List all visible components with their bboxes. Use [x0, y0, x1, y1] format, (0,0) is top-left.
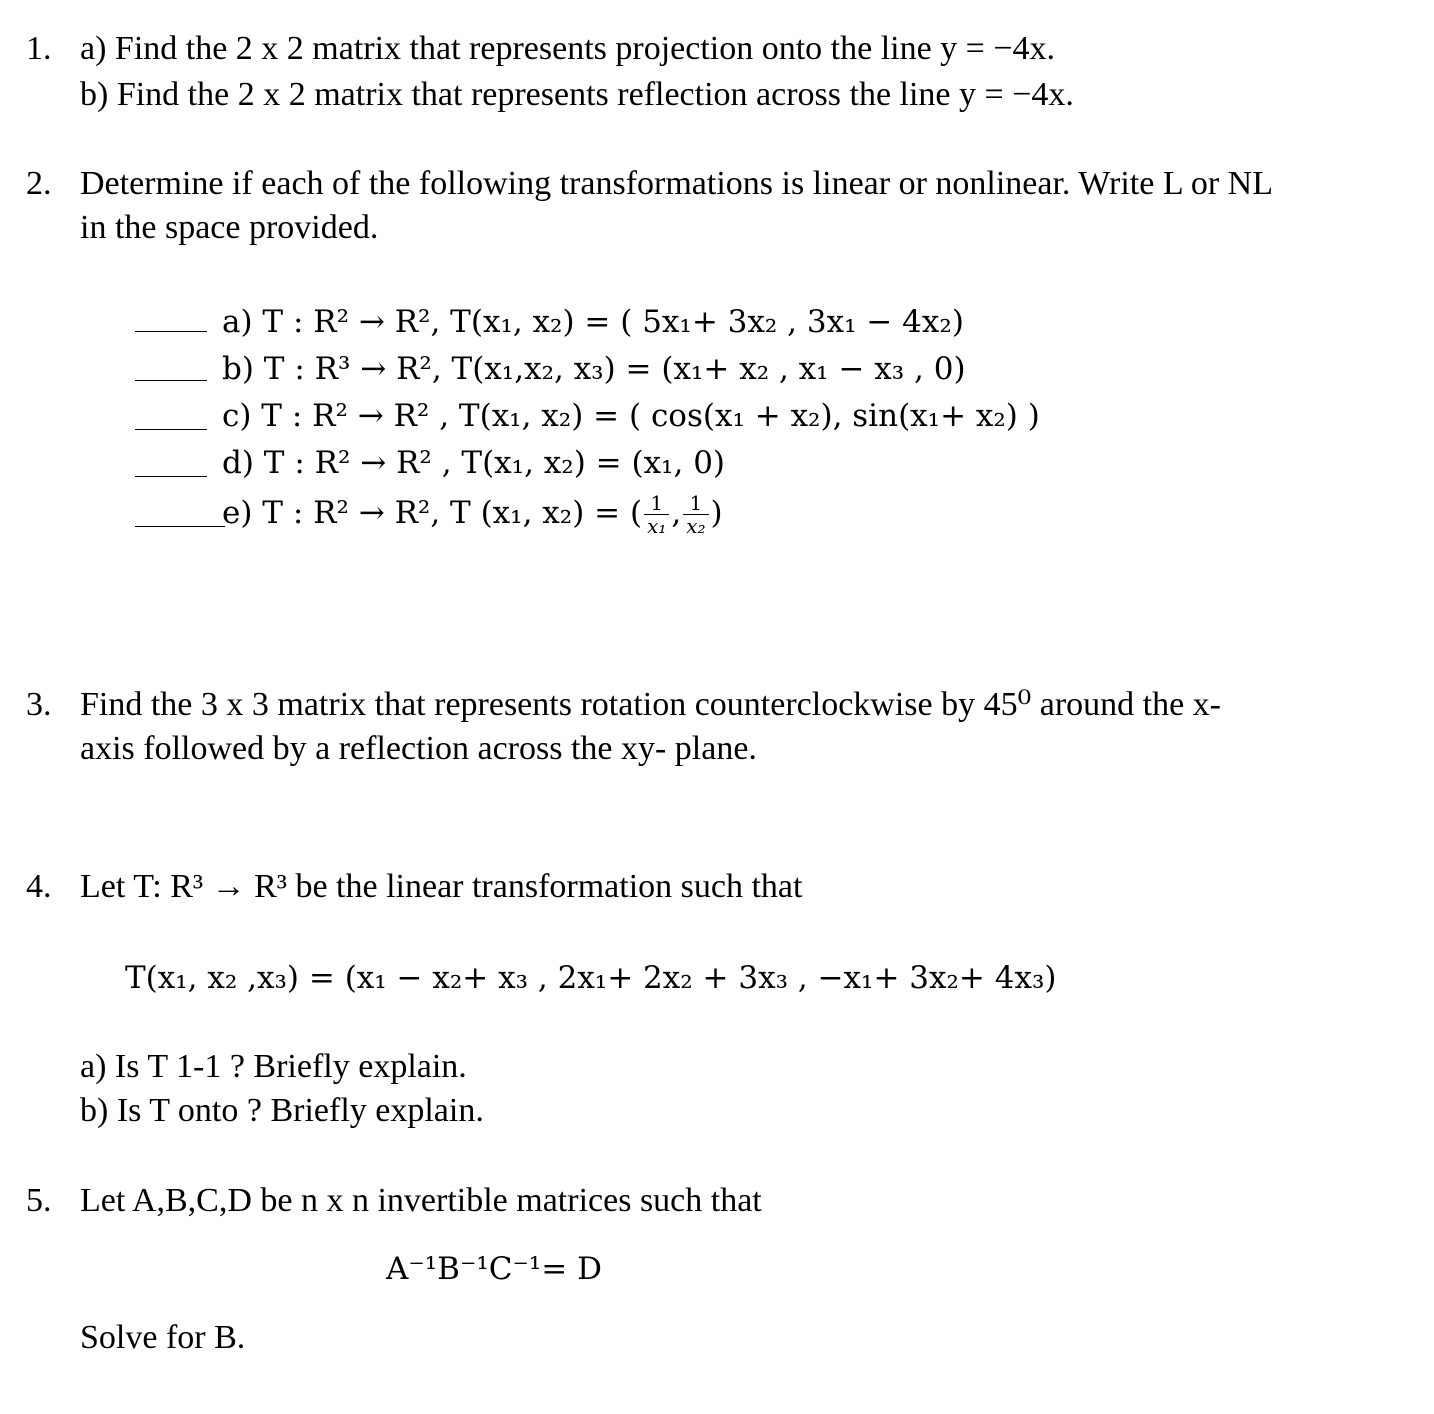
problem-1a-text: a) Find the 2 x 2 matrix that represents projection onto the line y = −4x. — [80, 30, 1056, 67]
problem-2-line-1: Determine if each of the following transformations is linear or nonlinear. Write L or NL — [80, 165, 1273, 202]
problem-4-line-1: Let T: R³ → R³ be the linear transformation such that — [80, 868, 803, 905]
problem-4-formula: T(x₁, x₂ ,x₃) = (x₁ − x₂+ x₃ , 2x₁+ 2x₂ + 3x₃ , −x₁+ 3x₂+ 4x₃) — [125, 960, 1057, 996]
problem-5-number: 5. — [26, 1182, 52, 1219]
problem-4-number: 4. — [26, 868, 52, 905]
fraction-1-denominator: x₁ — [647, 514, 667, 538]
transformation-e: e) T : R² → R², T (x₁, x₂) = ( $\frac{1}{\text{x₁}}$ , $\frac{1}{\text{x₂}}$ ) — [222, 491, 723, 538]
transformation-d: d) T : R² → R² , T(x₁, x₂) = (x₁, 0) — [222, 445, 726, 481]
fraction-2-denominator: x₂ — [686, 514, 706, 538]
transformation-c: c) T : R² → R² , T(x₁, x₂) = ( cos(x₁ + x₂), sin(x₁+ x₂) ) — [222, 398, 1040, 434]
problem-5-formula: A⁻¹B⁻¹C⁻¹= D — [386, 1251, 602, 1287]
fraction-1-over-x2 — [683, 492, 708, 537]
answer-blank-c[interactable] — [135, 429, 207, 430]
problem-4a-text: a) Is T 1-1 ? Briefly explain. — [80, 1048, 467, 1085]
transformation-e-close: ) — [710, 495, 723, 531]
problem-4b-text: b) Is T onto ? Briefly explain. — [80, 1092, 484, 1129]
answer-blank-d[interactable] — [135, 476, 207, 477]
problem-3-line-1: Find the 3 x 3 matrix that represents rotation counterclockwise by 45⁰ around the x- — [80, 686, 1222, 723]
problem-2-line-2: in the space provided. — [80, 209, 379, 246]
problem-1-number: 1. — [26, 30, 52, 67]
transformation-e-prefix: e) T : R² → R², T (x₁, x₂) = ( — [222, 495, 643, 531]
problem-5-line-1: Let A,B,C,D be n x n invertible matrices such that — [80, 1182, 762, 1219]
problem-3-number: 3. — [26, 686, 52, 723]
problem-3-line-2: axis followed by a reflection across the xy- plane. — [80, 730, 757, 767]
problem-5-line-2: Solve for B. — [80, 1319, 246, 1356]
answer-blank-a[interactable] — [135, 331, 207, 332]
answer-blank-b[interactable] — [135, 380, 207, 381]
answer-blank-e[interactable] — [135, 526, 225, 527]
fraction-1-numerator: 1 — [644, 492, 669, 515]
transformation-b: b) T : R³ → R², T(x₁,x₂, x₃) = (x₁+ x₂ , x₁ − x₃ , 0) — [222, 351, 966, 387]
fraction-1-over-x1 — [644, 492, 669, 537]
transformation-a: a) T : R² → R², T(x₁, x₂) = ( 5x₁+ 3x₂ , 3x₁ − 4x₂) — [222, 304, 964, 340]
problem-2-number: 2. — [26, 165, 52, 202]
fraction-2-numerator: 1 — [683, 492, 708, 515]
problem-1b-text: b) Find the 2 x 2 matrix that represents reflection across the line y = −4x. — [80, 76, 1074, 113]
